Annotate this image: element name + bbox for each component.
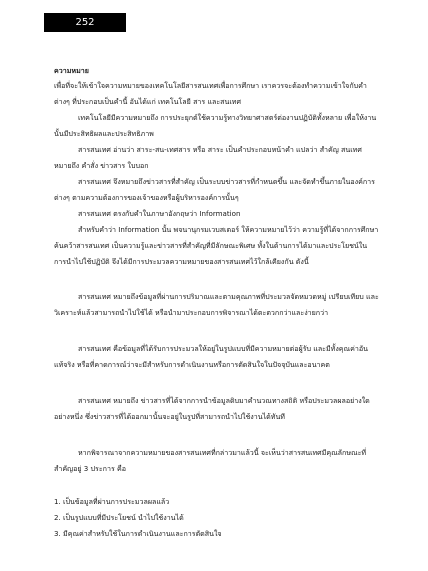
paragraph-line: หากพิจารณาจากความหมายของสารสนเทศที่กล่าวมาแล้วนี้ จะเห็นว่าสารสนเทศมีคุณลักษณะที่ <box>78 448 367 457</box>
paragraph-line: สำหรับคำว่า Information นั้น พจนานุกรมเวบสเตอร์ ให้ความหมายไว้ว่า ความรู้ที่ได้จากการศึกษา <box>78 225 379 234</box>
paragraph-line: สำคัญอยู่ 3 ประการ คือ <box>54 464 127 473</box>
list-item: 1. เป็นข้อมูลที่ผ่านการประมวลผลแล้ว <box>54 497 170 506</box>
paragraph-line: ต่างๆ ตามความต้องการของเจ้าของหรือผู้บริหารองค์การนั้นๆ <box>54 193 239 202</box>
paragraph-line: สารสนเทศ จึงหมายถึงข่าวสารที่สำคัญ เป็นระบบข่าวสารที่กำหนดขึ้น และจัดทำขึ้นภายในองค์การ <box>78 177 375 186</box>
paragraph-line: การนำไปใช้ปฏิบัติ จึงได้มีการประมวลความหมายของสารสนเทศไว้ใกล้เคียงกัน ดังนี้ <box>54 257 309 266</box>
paragraph-line: สารสนเทศ ตรงกับคำในภาษาอังกฤษว่า Information <box>78 209 241 218</box>
paragraph-line: เพื่อที่จะให้เข้าใจความหมายของเทคโนโลยีสารสนเทศเพื่อการศึกษา เราควรจะต้องทำความเข้าใจกับคำ <box>54 81 367 90</box>
list-item: 2. เป็นรูปแบบที่มีประโยชน์ นำไปใช้งานได้ <box>54 513 184 522</box>
page-number-box: 252 <box>44 13 126 32</box>
paragraph-line: แท้จริง หรือที่คาดการณ์ว่าจะมีสำหรับการดำเนินงานหรือการตัดสินใจในปัจจุบันและอนาคต <box>54 360 330 369</box>
paragraph-line: สารสนเทศ อ่านว่า สาระ-สน-เทศสาร หรือ สาระ เป็นคำประกอบหน้าคำ แปลว่า สำคัญ สนเทศ <box>78 145 362 154</box>
paragraph-line: สารสนเทศ คือข้อมูลที่ได้รับการประมวลให้อยู่ในรูปแบบที่มีความหมายต่อผู้รับ และมีทั้งคุณค่าอัน <box>78 344 368 353</box>
paragraph-line: สารสนเทศ หมายถึง ข่าวสารที่ได้จากการนำข้อมูลดิบมาคำนวณทางสถิติ หรือประมวลผลอย่างใด <box>78 396 370 405</box>
paragraph-line: นั้นมีประสิทธิผลและประสิทธิภาพ <box>54 129 154 138</box>
list-item: 3. มีคุณค่าสำหรับใช้ในการดำเนินงานและการตัดสินใจ <box>54 529 222 538</box>
paragraph-line: ค้นคว้าสารสนเทศ เป็นความรู้และข่าวสารที่สำคัญที่มีลักษณะพิเศษ ทั้งในด้านการได้มาและประโยชน์ใน <box>54 241 368 250</box>
paragraph-line: อย่างหนึ่ง ซึ่งข่าวสารที่ได้ออกมานั้นจะอยู่ในรูปที่สามารถนำไปใช้งานได้ทันที <box>54 412 285 421</box>
paragraph-line: ต่างๆ ที่ประกอบเป็นคำนี้ อันได้แก่ เทคโนโลยี สาร และสนเทศ <box>54 97 241 106</box>
paragraph-line: วิเคราะห์แล้วสามารถนำไปใช้ได้ หรือนำมาประกอบการพิจารณาได้ตะตวกกว่าและง่ายกว่า <box>54 308 329 317</box>
paragraph-line: หมายถึง คำสั่ง ข่าวสาร ใบบอก <box>54 161 149 170</box>
paragraph-line: สารสนเทศ หมายถึงข้อมูลที่ผ่านการปริมาณและตามคุณภาพที่ประมวลจัดหมวดหมู่ เปรียบเทียบ และ <box>78 292 379 301</box>
paragraph-line: เทคโนโลยีมีความหมายถึง การประยุกต์ใช้ความรู้ทางวิทยาศาสตร์ต่องานปฏิบัติทั้งหลาย เพื่อให้งาน <box>78 113 377 122</box>
section-heading: ความหมาย <box>54 66 89 75</box>
